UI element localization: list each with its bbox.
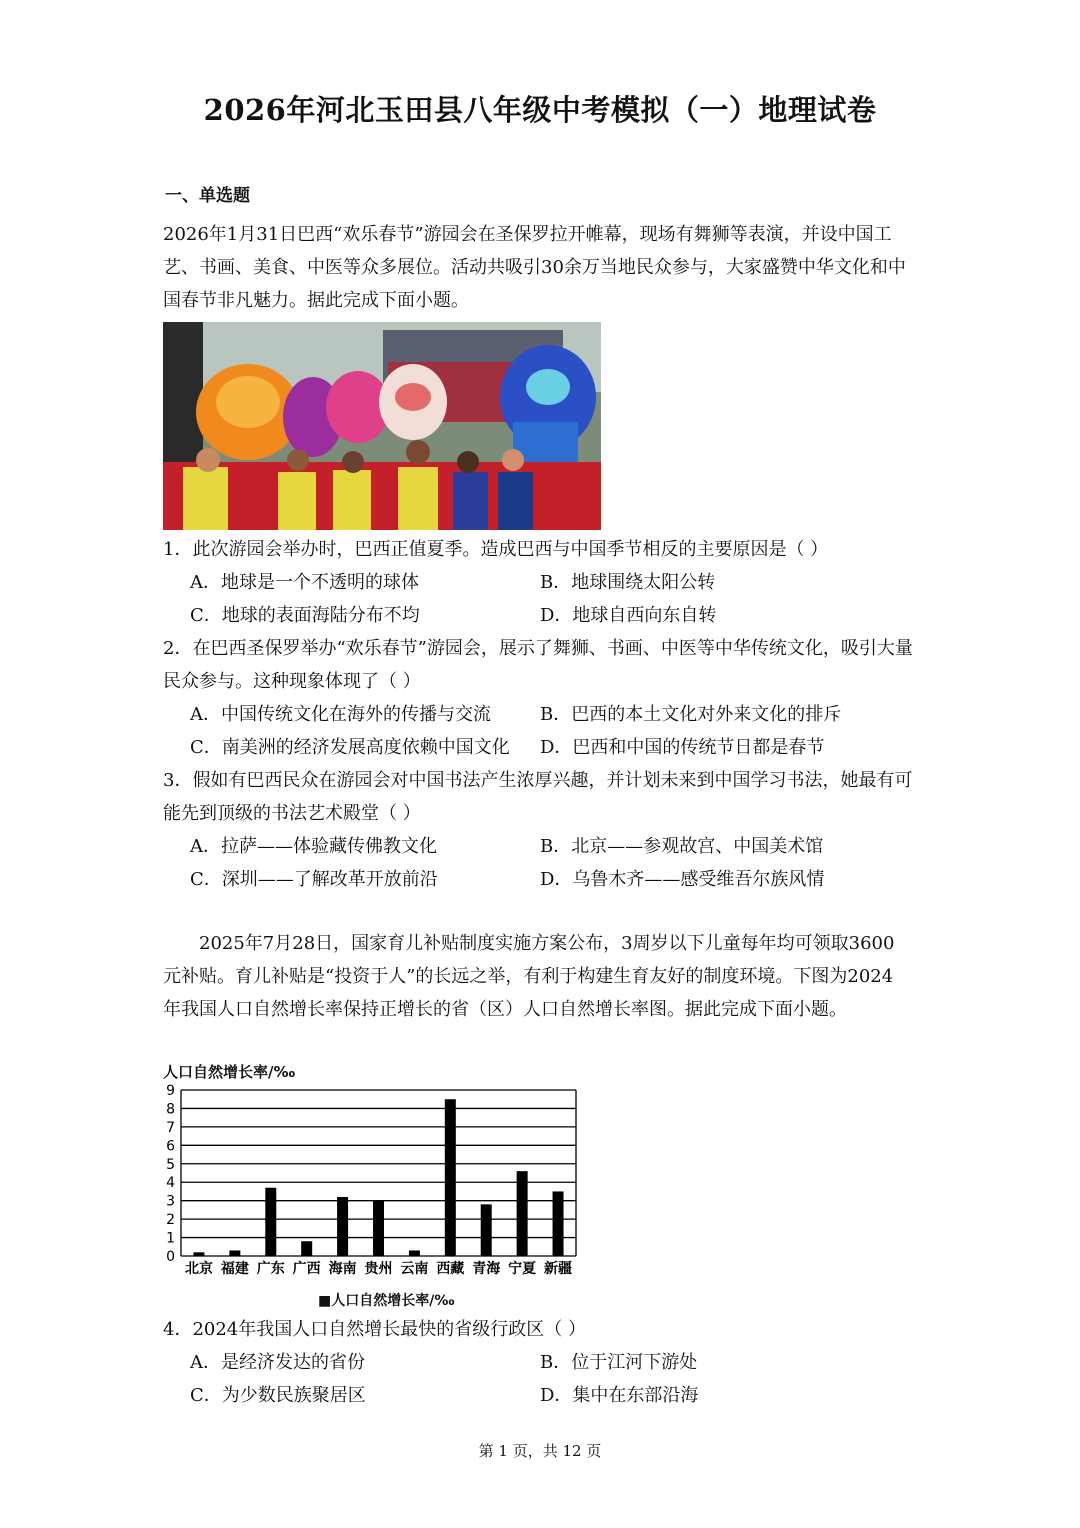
section-heading: 一、单选题 bbox=[165, 186, 250, 206]
chart-y-tick-label: 9 bbox=[166, 1083, 175, 1099]
chart-y-tick-label: 5 bbox=[166, 1156, 175, 1173]
chart-y-tick-label: 3 bbox=[166, 1193, 175, 1210]
chart-x-tick-label: 新疆 bbox=[544, 1261, 573, 1277]
chart-bar-9 bbox=[517, 1171, 528, 1256]
chart-x-tick-label: 海南 bbox=[328, 1261, 357, 1277]
q1-option-c[interactable]: C．地球的表面海陆分布不均 bbox=[190, 605, 420, 626]
chart-y-tick-label: 4 bbox=[166, 1175, 175, 1192]
chart-y-tick-label: 7 bbox=[166, 1119, 175, 1136]
chart-legend: ■人口自然增长率/‰ bbox=[318, 1293, 455, 1309]
lion-dance-illustration bbox=[163, 322, 601, 530]
q3-option-d[interactable]: D．乌鲁木齐——感受维吾尔族风情 bbox=[540, 869, 825, 890]
chart-bar-0 bbox=[193, 1252, 204, 1256]
q3-option-b[interactable]: B．北京——参观故宫、中国美术馆 bbox=[540, 836, 824, 857]
chart-x-tick-label: 福建 bbox=[220, 1261, 249, 1277]
q4-option-c[interactable]: C．为少数民族聚居区 bbox=[190, 1385, 366, 1406]
question-4-stem: 4．2024年我国人口自然增长最快的省级行政区（ ） bbox=[163, 1319, 586, 1340]
q4-option-a[interactable]: A．是经济发达的省份 bbox=[190, 1352, 365, 1373]
q2-option-c[interactable]: C．南美洲的经济发展高度依赖中国文化 bbox=[190, 737, 510, 758]
chart-x-tick-label: 贵州 bbox=[364, 1261, 393, 1277]
chart-y-tick-label: 0 bbox=[166, 1249, 175, 1265]
q2-option-d[interactable]: D．巴西和中国的传统节日都是春节 bbox=[540, 737, 825, 758]
chart-bar-7 bbox=[445, 1099, 456, 1256]
question-3-stem: 3．假如有巴西民众在游园会对中国书法产生浓厚兴趣，并计划未来到中国学习书法，她最有可能先到顶级的书法艺术殿堂（ ） bbox=[163, 770, 913, 824]
chart-x-tick-label: 广西 bbox=[292, 1261, 321, 1277]
chart-x-tick-label: 北京 bbox=[184, 1261, 213, 1277]
q1-option-b[interactable]: B．地球围绕太阳公转 bbox=[540, 572, 716, 593]
q4-option-d[interactable]: D．集中在东部沿海 bbox=[540, 1385, 699, 1406]
question-2-stem: 2．在巴西圣保罗举办“欢乐春节”游园会，展示了舞狮、书画、中医等中华传统文化，吸引大量民众参与。这种现象体现了（ ） bbox=[163, 638, 913, 692]
question-1-stem: 1．此次游园会举办时，巴西正值夏季。造成巴西与中国季节相反的主要原因是（ ） bbox=[163, 539, 829, 560]
chart-y-tick-label: 1 bbox=[166, 1230, 175, 1247]
chart-x-tick-label: 西藏 bbox=[436, 1261, 465, 1277]
chart-bar-3 bbox=[301, 1241, 312, 1256]
chart-bar-1 bbox=[229, 1250, 240, 1256]
page-footer: 第 1 页，共 12 页 bbox=[478, 1442, 602, 1460]
chart-x-tick-label: 云南 bbox=[400, 1261, 429, 1277]
q4-option-b[interactable]: B．位于江河下游处 bbox=[540, 1352, 698, 1373]
chart-x-tick-label: 青海 bbox=[472, 1261, 501, 1277]
chart-bar-4 bbox=[337, 1197, 348, 1256]
chart-y-tick-label: 2 bbox=[166, 1212, 175, 1229]
passage-2: 2025年7月28日，国家育儿补贴制度实施方案公布，3周岁以下儿童每年均可领取3600元补贴。育儿补贴是“投资于人”的长远之举，有利于构建生育友好的制度环境。下图为2024年我国人口自然增长率保持正增长的省（区）人口自然增长率图。据此完成下面小题。 bbox=[163, 933, 895, 1020]
chart-y-tick-label: 8 bbox=[166, 1101, 175, 1118]
chart-bar-2 bbox=[265, 1188, 276, 1256]
chart-bar-8 bbox=[481, 1204, 492, 1256]
chart-bar-6 bbox=[409, 1250, 420, 1256]
passage-1: 2026年1月31日巴西“欢乐春节”游园会在圣保罗拉开帷幕，现场有舞狮等表演，并设中国工艺、书画、美食、中医等众多展位。活动共吸引30余万当地民众参与，大家盛赞中华文化和中国春节非凡魅力。据此完成下面小题。 bbox=[163, 224, 906, 311]
q2-option-b[interactable]: B．巴西的本土文化对外来文化的排斥 bbox=[540, 704, 842, 725]
q3-option-c[interactable]: C．深圳——了解改革开放前沿 bbox=[190, 869, 438, 890]
chart-y-tick-label: 6 bbox=[166, 1138, 175, 1155]
chart-bar-5 bbox=[373, 1201, 384, 1256]
q1-option-a[interactable]: A．地球是一个不透明的球体 bbox=[190, 572, 419, 593]
chart-y-axis-label: 人口自然增长率/‰ bbox=[163, 1063, 296, 1081]
page-title: 2026年河北玉田县八年级中考模拟（一）地理试卷 bbox=[203, 93, 877, 127]
lion-dance-photo bbox=[163, 322, 601, 530]
q2-option-a[interactable]: A．中国传统文化在海外的传播与交流 bbox=[190, 704, 491, 725]
q3-option-a[interactable]: A．拉萨——体验藏传佛教文化 bbox=[190, 836, 437, 857]
chart-x-tick-label: 广东 bbox=[256, 1261, 285, 1277]
chart-bar-10 bbox=[553, 1191, 564, 1256]
chart-x-tick-label: 宁夏 bbox=[508, 1261, 537, 1277]
q1-option-d[interactable]: D．地球自西向东自转 bbox=[540, 605, 717, 626]
